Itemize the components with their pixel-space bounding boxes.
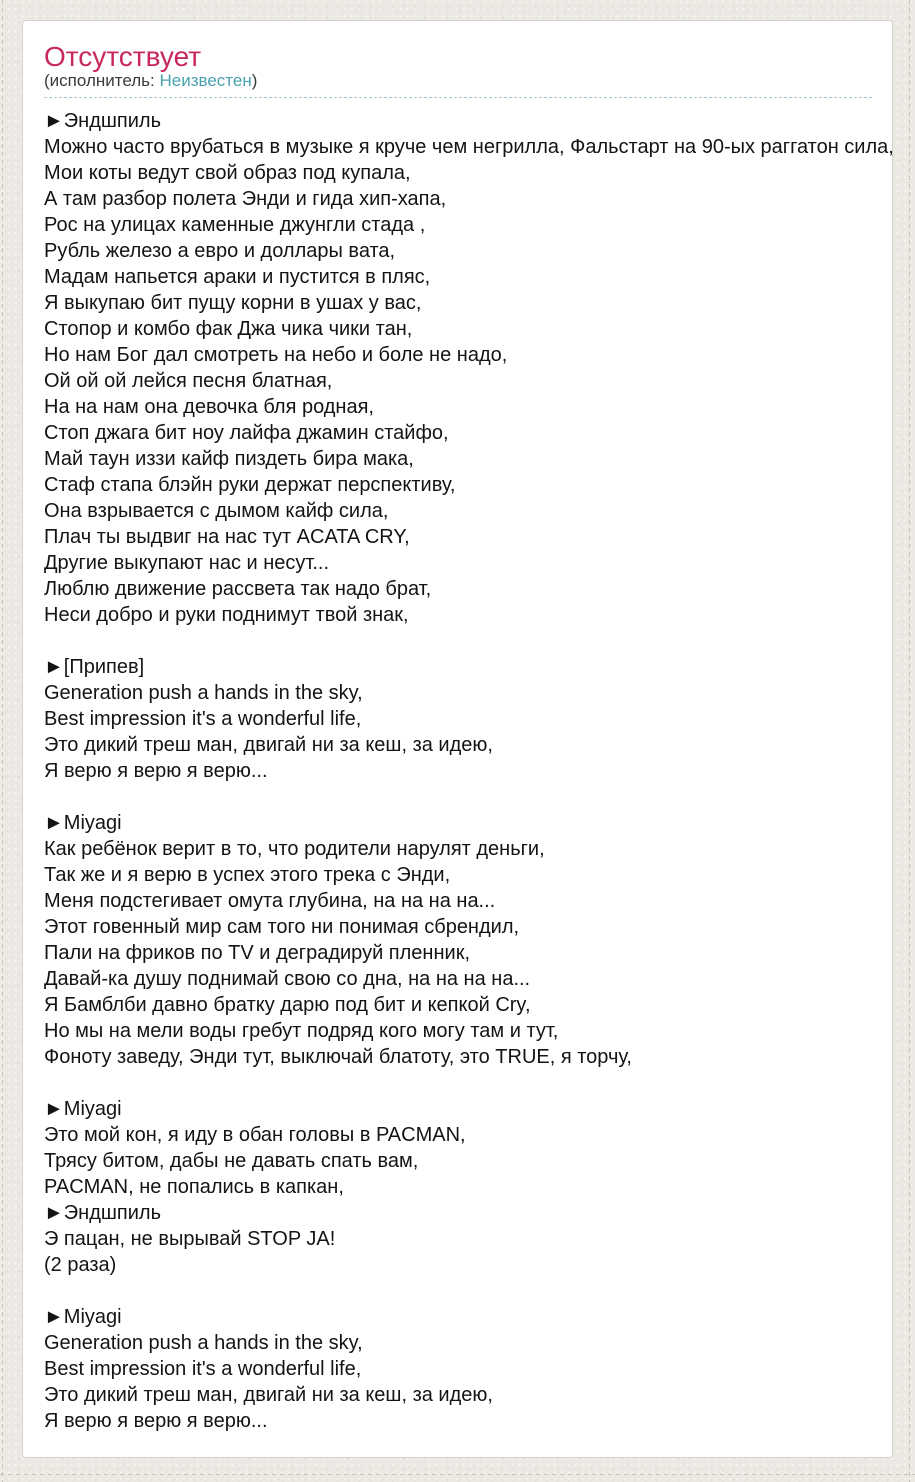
lyric-line: Рос на улицах каменные джунгли стада ,: [44, 214, 426, 236]
lyric-line: Фоноту заведу, Энди тут, выключай блатоту, это TRUE, я торчу,: [44, 1046, 632, 1068]
lyrics-card: [22, 20, 893, 1458]
lyric-line: Можно часто врубаться в музыке я круче чем негрилла, Фальстарт на 90-ых раггатон сила,: [44, 136, 894, 158]
lyric-line: Я выкупаю бит пущу корни в ушах у вас,: [44, 292, 422, 314]
lyric-line: Э пацан, не вырывай STOP JA!: [44, 1228, 336, 1250]
artist-line: [44, 71, 872, 98]
lyric-line: Пали на фриков по TV и деградируй пленник,: [44, 942, 470, 964]
lyric-line: ►[Припев]: [44, 656, 145, 678]
lyric-line: Другие выкупают нас и несут...: [44, 552, 330, 574]
lyric-line: Я Бамблби давно братку дарю под бит и кепкой Cry,: [44, 994, 531, 1016]
lyric-line: Трясу битом, дабы не давать спать вам,: [44, 1150, 419, 1172]
lyric-line: Май таун иззи кайф пиздеть бира мака,: [44, 448, 414, 470]
lyric-line: Стоп джага бит ноу лайфа джамин стайфо,: [44, 422, 449, 444]
lyric-line: Неси добро и руки поднимут твой знак,: [44, 604, 409, 626]
lyric-line: Но мы на мели воды гребут подряд кого могу там и тут,: [44, 1020, 559, 1042]
lyric-line: PACMAN, не попались в капкан,: [44, 1176, 344, 1198]
lyric-line: Стаф стапа блэйн руки держат перспективу,: [44, 474, 456, 496]
lyric-line: ►Miyagi: [44, 1306, 122, 1328]
lyric-line: Best impression it's a wonderful life,: [44, 1358, 362, 1380]
lyric-line: Так же и я верю в успех этого трека с Энди,: [44, 864, 451, 886]
lyric-line: На на нам она девочка бля родная,: [44, 396, 374, 418]
lyric-line: Рубль железо а евро и доллары вата,: [44, 240, 396, 262]
lyric-line: Я верю я верю я верю...: [44, 1410, 268, 1432]
artist-label: (исполнитель:: [44, 71, 160, 90]
lyric-line: Это мой кон, я иду в обан головы в PACMAN,: [44, 1124, 466, 1146]
lyric-line: [44, 1278, 872, 1304]
lyric-line: А там разбор полета Энди и гида хип-хапа,: [44, 188, 447, 210]
lyric-line: ►Miyagi: [44, 812, 122, 834]
lyric-line: Мадам напьется араки и пустится в пляс,: [44, 266, 431, 288]
lyric-line: Мои коты ведут свой образ под купала,: [44, 162, 411, 184]
lyric-line: Это дикий треш ман, двигай ни за кеш, за идею,: [44, 1384, 493, 1406]
lyric-line: [44, 784, 872, 810]
lyric-line: Это дикий треш ман, двигай ни за кеш, за идею,: [44, 734, 493, 756]
lyrics-text: [44, 108, 894, 1434]
lyric-line: ►Эндшпиль: [44, 110, 162, 132]
stitch-line-bottom: [0, 1474, 915, 1475]
stitch-line-right: [909, 0, 910, 1482]
lyric-line: Давай-ка душу поднимай свою со дна, на на на на...: [44, 968, 531, 990]
lyric-line: Она взрывается с дымом кайф сила,: [44, 500, 389, 522]
artist-label-close: ): [251, 71, 258, 90]
lyric-line: (2 раза): [44, 1254, 117, 1276]
lyric-line: Меня подстегивает омута глубина, на на на на...: [44, 890, 496, 912]
lyric-line: [44, 1070, 872, 1096]
song-title: Отсутствует: [44, 41, 202, 72]
lyric-line: Best impression it's a wonderful life,: [44, 708, 362, 730]
lyric-line: Generation push a hands in the sky,: [44, 682, 363, 704]
lyric-line: Этот говенный мир сам того ни понимая сбрендил,: [44, 916, 520, 938]
stitch-line-left: [2, 0, 3, 1482]
lyric-line: ►Эндшпиль: [44, 1202, 162, 1224]
lyric-line: [44, 628, 872, 654]
artist-link[interactable]: Неизвестен: [159, 71, 252, 90]
lyric-line: Я верю я верю я верю...: [44, 760, 268, 782]
lyric-line: ►Miyagi: [44, 1098, 122, 1120]
lyric-line: Стопор и комбо фак Джа чика чики тан,: [44, 318, 413, 340]
lyric-line: Люблю движение рассвета так надо брат,: [44, 578, 432, 600]
lyric-line: Ой ой ой лейся песня блатная,: [44, 370, 333, 392]
lyric-line: Generation push a hands in the sky,: [44, 1332, 363, 1354]
lyric-line: Как ребёнок верит в то, что родители нарулят деньги,: [44, 838, 545, 860]
lyric-line: Но нам Бог дал смотреть на небо и боле не надо,: [44, 344, 508, 366]
lyric-line: Плач ты выдвиг на нас тут ACATA CRY,: [44, 526, 410, 548]
